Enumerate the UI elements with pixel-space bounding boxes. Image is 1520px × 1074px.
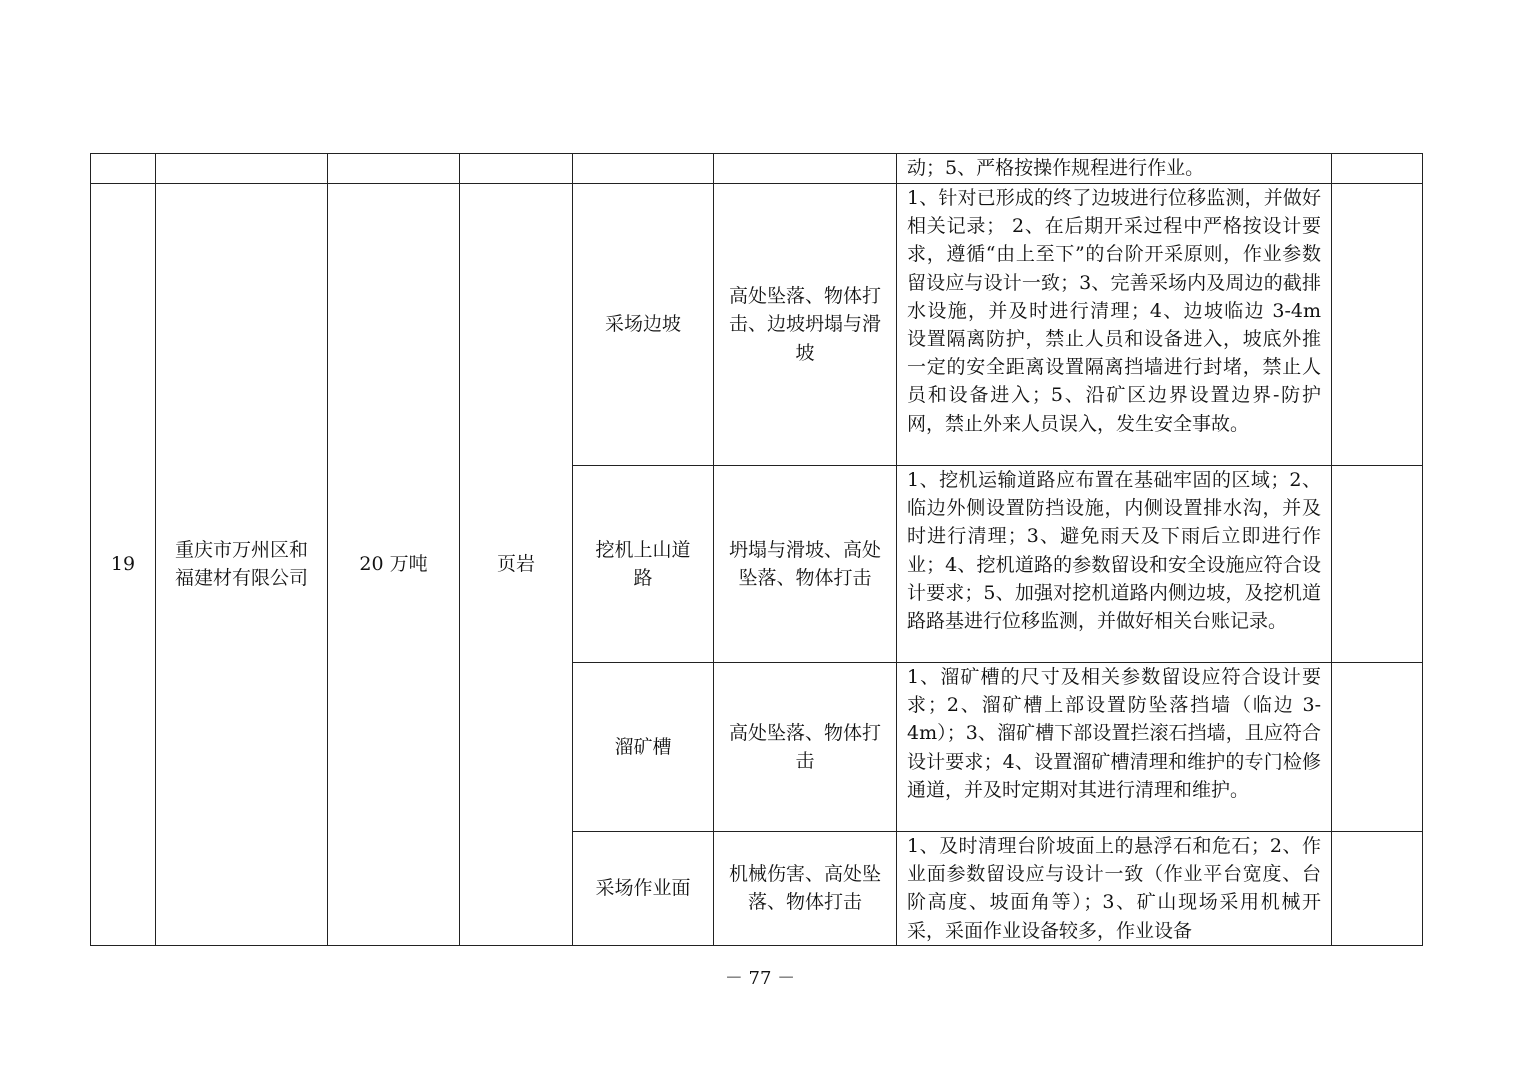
cell-measures: 1、挖机运输道路应布置在基础牢固的区域；2、临边外侧设置防挡设施，内侧设置排水沟，并及时进行清理；3、避免雨天及下雨后立即进行作业；4、挖机道路的参数留设和安全设施应符合设计要求；5、加强对挖机道路内侧边坡，及挖机道路路基进行位移监测，并做好相关台账记录。 [897, 466, 1332, 663]
cell-location: 采场作业面 [573, 832, 714, 946]
cell-measures: 1、针对已形成的终了边坡进行位移监测，并做好相关记录； 2、在后期开采过程中严格按设计要求，遵循“由上至下”的台阶开采原则，作业参数留设应与设计一致；3、完善采场内及周边的截排水设施，并及时进行清理；4、边坡临边 3-4m 设置隔离防护，禁止人员和设备进入，坡底外推一定的安全距离设置隔离挡墙进行封堵，禁止人员和设备进入；5、沿矿区边界设置边界-防护网，禁止外来人员误入，发生安全事故。 [897, 184, 1332, 466]
cell-scale: 20 万吨 [328, 184, 460, 946]
table-row-continued [91, 154, 1423, 184]
cell-company [156, 154, 328, 184]
cell-hazards [714, 154, 897, 184]
cell-location: 挖机上山道路 [573, 466, 714, 663]
cell-remark [1332, 832, 1423, 946]
page-number: － 77 － [724, 968, 796, 989]
cell-remark [1332, 184, 1423, 466]
cell-hazards: 机械伤害、高处坠落、物体打击 [714, 832, 897, 946]
cell-no: 19 [91, 184, 156, 946]
cell-remark [1332, 663, 1423, 832]
hazard-table [90, 153, 1423, 946]
cell-remark [1332, 154, 1423, 184]
cell-measures: 1、溜矿槽的尺寸及相关参数留设应符合设计要求；2、溜矿槽上部设置防坠落挡墙（临边 3-4m）；3、溜矿槽下部设置拦滚石挡墙，且应符合设计要求；4、设置溜矿槽清理和维护的专门检修通道，并及时定期对其进行清理和维护。 [897, 663, 1332, 832]
cell-measures: 动；5、严格按操作规程进行作业。 [897, 154, 1332, 184]
cell-mineral: 页岩 [460, 184, 573, 946]
cell-remark [1332, 466, 1423, 663]
cell-scale [328, 154, 460, 184]
cell-hazards: 坍塌与滑坡、高处坠落、物体打击 [714, 466, 897, 663]
cell-hazards: 高处坠落、物体打击 [714, 663, 897, 832]
cell-company: 重庆市万州区和福建材有限公司 [156, 184, 328, 946]
table-row [91, 184, 1423, 466]
cell-location [573, 154, 714, 184]
cell-location: 溜矿槽 [573, 663, 714, 832]
cell-location: 采场边坡 [573, 184, 714, 466]
cell-mineral [460, 154, 573, 184]
cell-no [91, 154, 156, 184]
cell-measures: 1、及时清理台阶坡面上的悬浮石和危石；2、作业面参数留设应与设计一致（作业平台宽度、台阶高度、坡面角等）；3、矿山现场采用机械开采，采面作业设备较多，作业设备 [897, 832, 1332, 946]
cell-hazards: 高处坠落、物体打击、边坡坍塌与滑坡 [714, 184, 897, 466]
